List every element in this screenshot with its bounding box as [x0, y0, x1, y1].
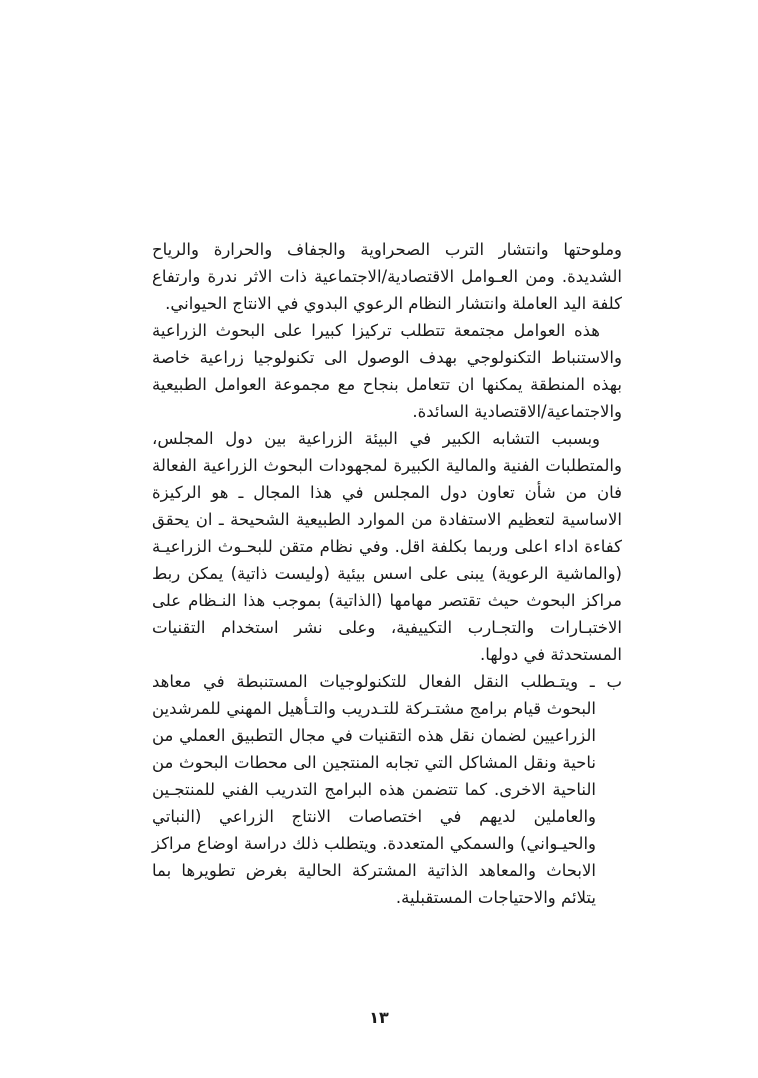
text-block: [152, 236, 622, 911]
list-item-b-marker: ب ـ: [589, 672, 622, 691]
paragraph-factors: هذه العوامل مجتمعة تتطلب تركيزا كبيرا على البحوث الزراعية والاستنباط التكنولوجي بهدف الوصول الى تكنولوجيا زراعية خاصة بهذه المنطقة يمكنها ان تتعامل بنجاح مع مجموعة العوامل الطبيعية والاجتماعية/الاقتصادية السائدة.: [152, 321, 622, 421]
list-item-b: [152, 668, 622, 911]
list-item-b-text: ويتـطلب النقل الفعال للتكنولوجيات المستنبطة في معاهد البحوث قيام برامج مشتـركة للتـدريب والتـأهيل المهني للمرشدين الزراعيين لضمان نقل هذه التقنيات في مجال التطبيق العملي من ناحية ونقل المشاكل التي تجابه المنتجين الى محطات البحوث من الناحية الاخرى. كما تتضمن هذه البرامج التدريب الفني للمنتجـين والعاملين لديهم في اختصاصات الانتاج الزراعي (النباتي والحيـواني) والسمكي المتعددة. ويتطلب ذلك دراسة اوضاع مراكز الابحاث والمعاهد الذاتية المشتركة الحالية بغرض تطويرها بما يتلائم والاحتياجات المستقبلية.: [152, 672, 596, 907]
paragraph-similarity: وبسبب التشابه الكبير في البيئة الزراعية بين دول المجلس، والمتطلبات الفنية والمالية الكبيرة لمجهودات البحوث الزراعية الفعالة فان من شأن تعاون دول المجلس في هذا المجال ـ هو الركيزة الاساسية لتعظيم الاستفادة من الموارد الطبيعية الشحيحة ـ ان يحقق كفاءة اداء اعلى وربما بكلفة اقل. وفي نظام متقن للبحـوث الزراعيـة (والماشية الرعوية) يبنى على اسس بيئية (وليست ذاتية) يمكن ربط مراكز البحوث حيث تقتصر مهامها (الذاتية) بموجب هذا النـظام على الاختبـارات والتجـارب التكييفية، وعلى نشر استخدام التقنيات المستحدثة في دولها.: [152, 429, 622, 664]
paragraph-continuation: وملوحتها وانتشار الترب الصحراوية والجفاف والحرارة والرياح الشديدة. ومن العـوامل الاقتصادية/الاجتماعية ذات الاثر ندرة وارتفاع كلفة اليد العاملة وانتشار النظام الرعوي البدوي في الانتاج الحيواني.: [152, 240, 622, 313]
page-number: ١٣: [369, 1008, 389, 1027]
